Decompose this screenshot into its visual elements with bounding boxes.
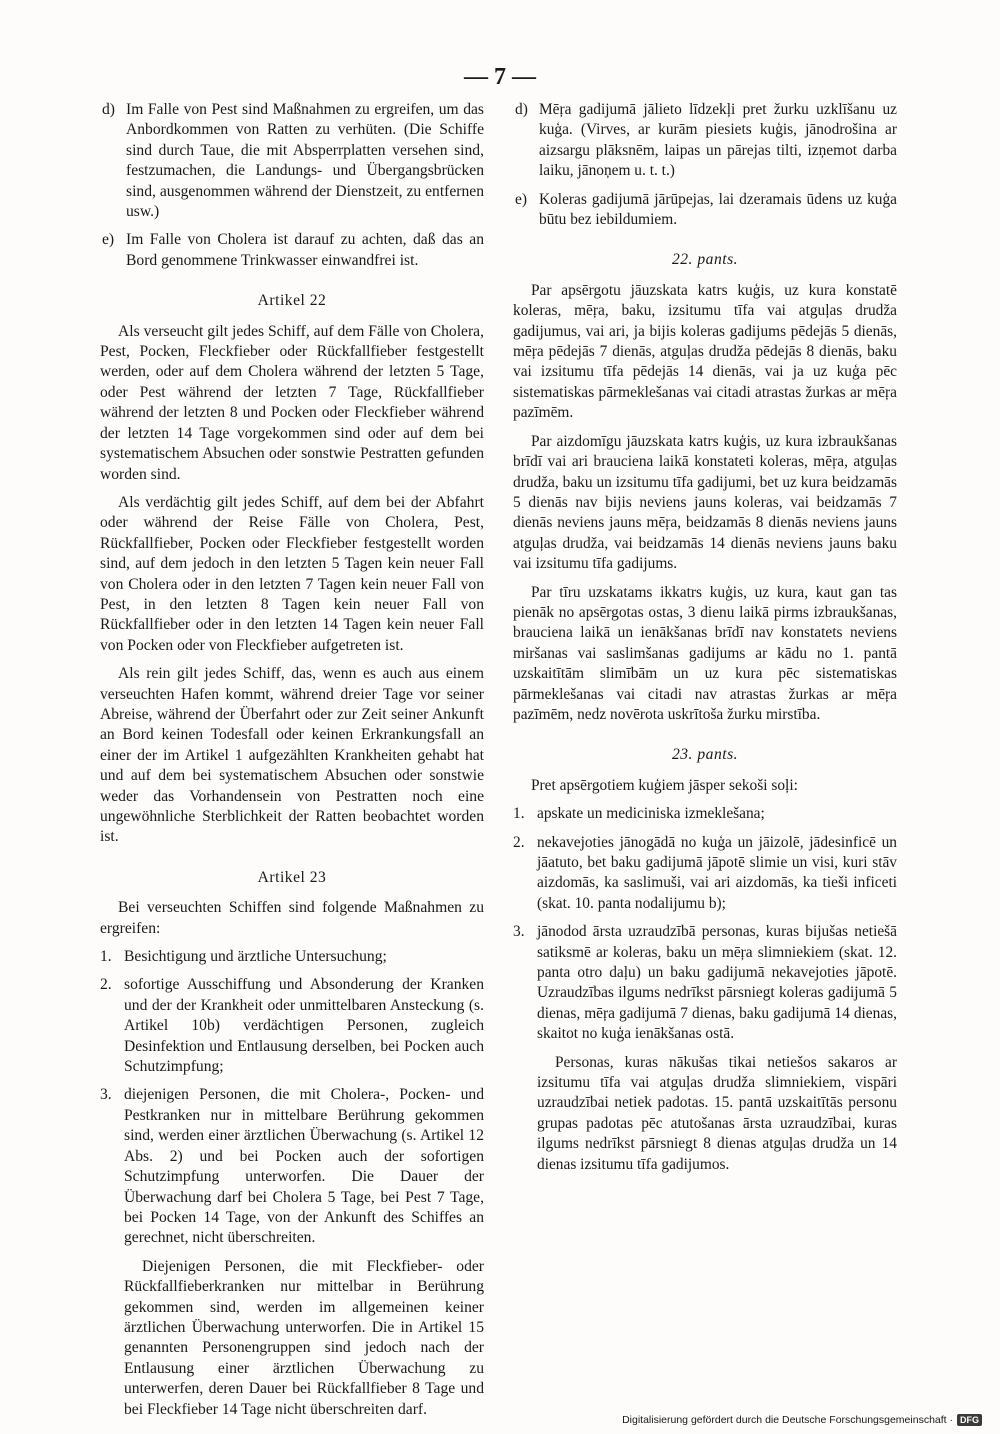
item-text: sofortige Ausschiffung und Absonderung der Kranken und der der Krankheit oder unmittelbaren Ansteckung (s. Artikel 10b) verdächtigen Personen, zugleich Desinfektion und Entlausung derselben, bei Pocken auch Schutzimpfung; bbox=[124, 976, 484, 1076]
dfg-logo-icon: DFG bbox=[957, 1414, 982, 1426]
list-item bbox=[515, 100, 897, 182]
paragraph: Diejenigen Personen, die mit Fleckfieber- oder Rückfallfieberkranken nur mittelbar in Berührung gekommen sind, werden im allgemeinen keiner ärztlichen Überwachung unterworfen. Die in Artikel 15 genannten Personengruppen sind jedoch nach der Entlausung einer ärztlichen Überwachung zu unterwerfen, deren Dauer bei Rückfallfieber 8 Tage und bei Fleckfieber 14 Tage nicht überschreiten darf. bbox=[124, 1257, 484, 1418]
item-marker: 1. bbox=[100, 948, 112, 966]
item-text: apskate un mediciniska izmeklešana; bbox=[537, 805, 765, 823]
paragraph: Par apsērgotu jāuzskata katrs kuģis, uz kura konstatē koleras, mēŗa, baku, izsitumu tīfa vai atguļas drudža gadijumus, vai ari, ja bijis koleras gadijums pēdejās 5 dienās, mēŗa pēdejās 7 dienās, atguļas drudža pēdejās 8 dienās, baku vai izsitumu tīfa pēdejās 14 dienās, vai ja uz kuģa pēc sistematiskas pārmeklešanas vai citadi atrastas žurkas ar mēŗa pazīmēm. bbox=[513, 281, 897, 422]
item-text: Koleras gadijumā jārūpejas, lai dzeramais ūdens uz kuģa būtu bez iebildumiem. bbox=[539, 190, 897, 229]
list-item bbox=[100, 975, 484, 1077]
paragraph: Personas, kuras nākušas tikai netiešos sakaros ar izsitumu tīfa vai atguļas drudža slimniekiem, vispāri uzraudzībai netiek padotas. 15. pantā uzskaitītās personu grupas padotas pēc atutošanas ārsta uzraudzībai, kuras ilgums nedrīkst pārsniegt 8 dienas atguļas drudža un 14 dienas izsitumu tīfa gadijumos. bbox=[537, 1053, 897, 1173]
list-item bbox=[100, 947, 484, 967]
item-text: Besichtigung und ärztliche Untersuchung; bbox=[124, 948, 387, 966]
item-marker: 3. bbox=[513, 923, 525, 941]
paragraph: Als verseucht gilt jedes Schiff, auf dem Fälle von Cholera, Pest, Pocken, Fleckfieber oder Rückfallfieber festgestellt werden, oder auf dem Cholera während der letzten 5 Tage, oder Pest während der letzten 7 Tage, Rückfallfieber während der letzten 8 und Pocken oder Fleckfieber während der letzten 14 Tage vorgekommen sind oder auf dem bei systematischem Absuchen oder sonstwie Pestratten gefunden worden sind. bbox=[100, 322, 484, 483]
article-heading: 22. pants. bbox=[671, 251, 739, 269]
footer-text: Digitalisierung gefördert durch die Deutsche Forschungsgemeinschaft · bbox=[622, 1414, 953, 1426]
item-text: nekavejoties jānogādā no kuģa un jāizolē, jādesinficē un jāatuto, bet baku gadijumā jāpotē slimie un visi, kuri stāv aizdomās, ka saslimuši, vai ari aizdomās, ka tieši inficeti (skat. 10. panta nodalijumu b); bbox=[537, 833, 897, 912]
list-item bbox=[102, 230, 484, 271]
item-marker: d) bbox=[102, 101, 115, 118]
item-text: Im Falle von Cholera ist darauf zu achten, daß das an Bord genommene Trinkwasser einwandfrei ist. bbox=[126, 231, 484, 269]
item-marker: e) bbox=[515, 190, 527, 208]
item-marker: d) bbox=[515, 101, 528, 118]
item-text: diejenigen Personen, die mit Cholera-, Pocken- und Pestkranken nur in mittelbare Berührung gekommen sind, werden einer ärztlichen Überwachung (s. Artikel 12 Abs. 2) und bei Pocken auch der sofortigen Schutzimpfung unterworfen. Die Dauer der Überwachung darf bei Cholera 5 Tage, bei Pest 7 Tage, bei Pocken 14 Tage, von der Ankunft des Schiffes an gerechnet, nicht überschreiten. bbox=[124, 1086, 484, 1247]
german-column bbox=[100, 100, 484, 1428]
item-marker: 2. bbox=[100, 976, 112, 994]
item-marker: e) bbox=[102, 231, 115, 249]
page-number: — 7 — bbox=[464, 64, 536, 90]
article-heading: Artikel 22 bbox=[257, 292, 327, 310]
latvian-column bbox=[513, 100, 897, 1183]
item-text: Mēŗa gadijumā jālieto līdzekļi pret žurku uzklīšanu uz kuģa. (Virves, ar kurām piesiets kuģis, jānodrošina ar aizsargu plāksnēm, laipas un pārejas tilti, izņemot darba laiku, jānoņem u. t. t.) bbox=[539, 101, 897, 180]
list-item bbox=[513, 804, 897, 824]
digitization-footer bbox=[622, 1414, 982, 1426]
item-marker: 2. bbox=[513, 833, 525, 851]
paragraph: Als rein gilt jedes Schiff, das, wenn es auch aus einem verseuchten Hafen kommt, während dreier Tage vor seiner Abreise, während der Überfahrt oder zur Zeit seiner Ankunft an Bord keinen Todesfall oder keinen Erkrankungsfall an einer der im Artikel 1 aufgezählten Krankheiten gehabt hat und auf dem bei systematischem Absuchen oder sonstwie weder das Vorhandensein von Pestratten noch eine ungewöhnliche Sterblichkeit der Ratten beobachtet worden ist. bbox=[100, 665, 484, 846]
list-item bbox=[513, 833, 897, 915]
list-item bbox=[102, 100, 484, 222]
list-item bbox=[515, 190, 897, 231]
article-heading: Artikel 23 bbox=[257, 868, 327, 886]
paragraph: Als verdächtig gilt jedes Schiff, auf dem bei der Abfahrt oder während der Reise Fälle von Cholera, Pest, Rückfallfieber, Pocken oder Fleckfieber festgestellt worden sind, auf dem jedoch in den letzten 5 Tagen kein neuer Fall von Cholera oder in den letzten 7 Tagen kein neuer Fall von Pest, in den letzten 8 Tagen kein neuer Fall von Rückfallfieber oder in den letzten 14 Tagen kein neuer Fall von Pocken oder von Fleckfieber aufgetreten ist. bbox=[100, 493, 484, 654]
item-text: Im Falle von Pest sind Maßnahmen zu ergreifen, um das Anbordkommen von Ratten zu verhüten. (Die Schiffe sind durch Taue, die mit Absperrplatten versehen sind, festzumachen, die Landungs- und Übergangsbrücken sind, ausgenommen während der Dienstzeit, zu entfernen usw.) bbox=[126, 101, 484, 221]
item-text: jānodod ārsta uzraudzībā personas, kuras bijušas netiešā satiksmē ar koleras, baku un mēŗa slimniekiem (skat. 12. panta otro daļu) un baku gadijumā nekavejoties jāpotē. Uzraudzības ilgums nedrīkst pārsniegt koleras gadijumā 5 dienas, mēŗa gadijumā 7 dienas, baku gadijumā 14 dienas, skaitot no kuģa ienākšanas ostā. bbox=[537, 923, 897, 1043]
paragraph: Pret apsērgotiem kuģiem jāsper sekoši soļi: bbox=[531, 776, 798, 794]
paragraph: Par tīru uzskatams ikkatrs kuģis, uz kura, kaut gan tas pienāk no apsērgotas ostas, 3 dienu laikā pirms izbraukšanas, brauciena laikā un ienākšanas brīdī nav konstatets neviens miršanas vai saslimšanas gadijums ar kādu no 1. pantā uzskaitītām slimībām un uz kura pēc sistematiskas pārmeklešanas vai citadi nav atrastas žurkas ar mēŗa pazīmēm, nedz novērota uskrītoša žurku mirstība. bbox=[513, 583, 897, 723]
item-marker: 1. bbox=[513, 805, 525, 823]
article-heading: 23. pants. bbox=[671, 746, 739, 764]
list-item bbox=[100, 1085, 484, 1248]
list-item bbox=[513, 922, 897, 1044]
item-marker: 3. bbox=[100, 1086, 112, 1104]
paragraph: Bei verseuchten Schiffen sind folgende Maßnahmen zu ergreifen: bbox=[100, 899, 484, 937]
paragraph: Par aizdomīgu jāuzskata katrs kuģis, uz kura izbraukšanas brīdī vai ari brauciena laikā konstateti koleras, mēŗa, atguļas drudža, baku un izsitumu tīfa gadijumi, bet uz kura beidzamās 5 dienās nav bijis neviens jauns koleras, vai beidzamās 7 dienās neviens jauns mēŗa, beidzamās 8 dienās neviens jauns atguļas drudža, vai beidzamās 14 dienās neviens jauns baku vai izsitumu tīfa gadijums. bbox=[513, 432, 897, 573]
